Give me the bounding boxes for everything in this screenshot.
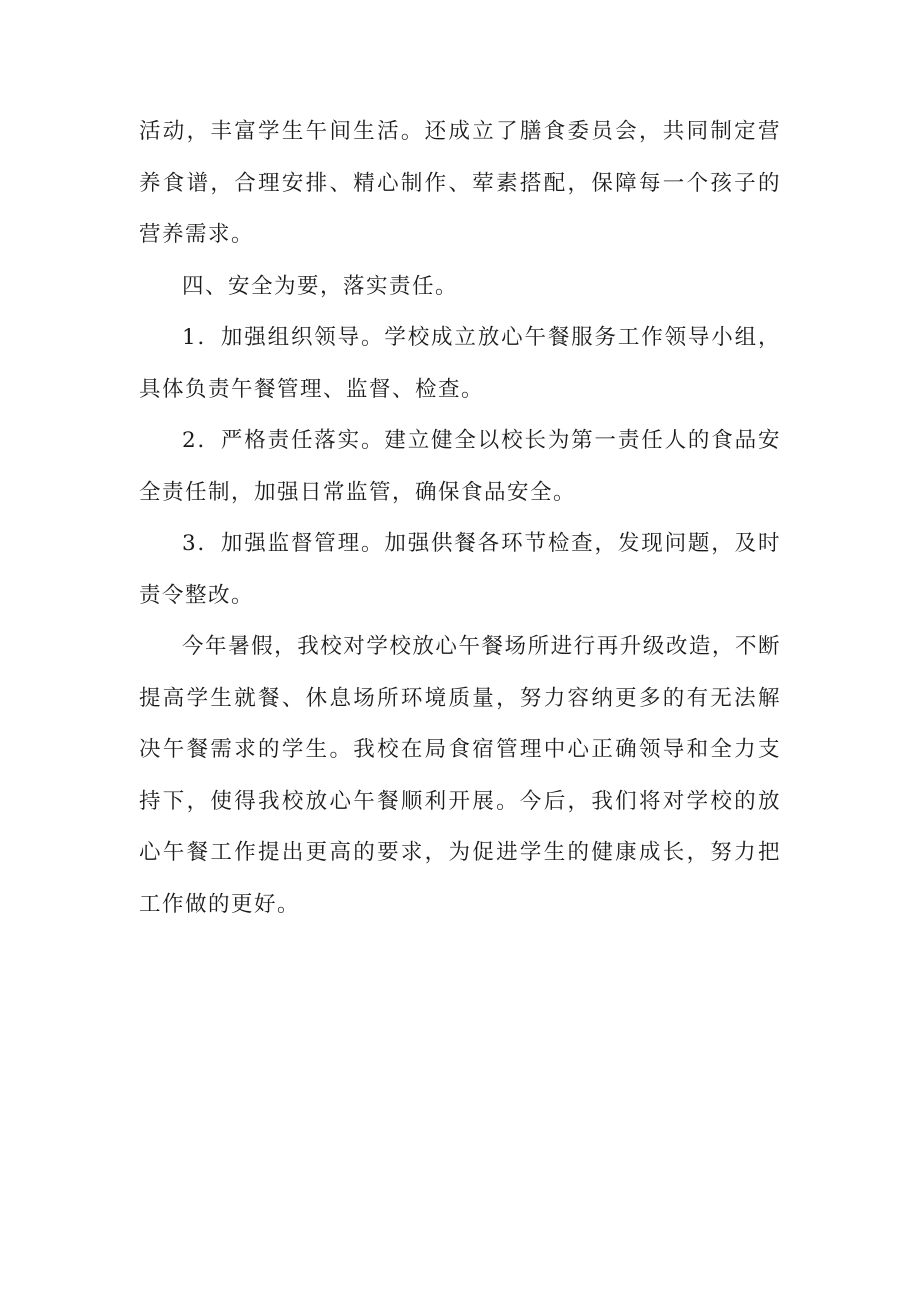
section-heading-safety: 四、安全为要，落实责任。: [182, 273, 459, 299]
paragraph-summary: 今年暑假，我校对学校放心午餐场所进行再升级改造，不断提高学生就餐、休息场所环境质量，努力容纳更多的有无法解决午餐需求的学生。我校在局食宿管理中心正确领导和全力支持下，使得我校放心午餐顺利开展。今后，我们将对学校的放心午餐工作提出更高的要求，为促进学生的健康成长，努力把工作做的更好。: [139, 634, 781, 917]
paragraph-continuation: 活动，丰富学生午间生活。还成立了膳食委员会，共同制定营养食谱，合理安排、精心制作、荤素搭配，保障每一个孩子的营养需求。: [139, 119, 781, 247]
list-item-organization: 1．加强组织领导。学校成立放心午餐服务工作领导小组，具体负责午餐管理、监督、检查。: [139, 325, 781, 402]
document-body: [139, 106, 781, 930]
list-item-supervision: 3．加强监督管理。加强供餐各环节检查，发现问题，及时责令整改。: [139, 531, 781, 608]
list-item-responsibility: 2．严格责任落实。建立健全以校长为第一责任人的食品安全责任制，加强日常监管，确保食品安全。: [139, 428, 781, 505]
